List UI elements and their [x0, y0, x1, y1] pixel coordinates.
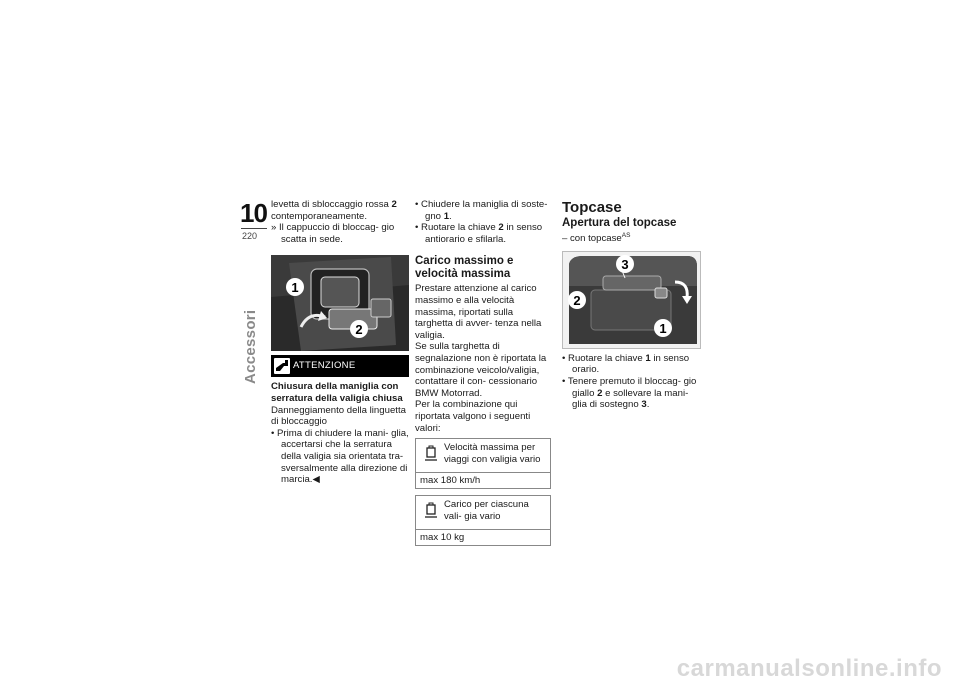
section-title-topcase: Topcase	[562, 199, 622, 216]
case-lock-photo	[271, 255, 409, 351]
speed-label: Velocità massima per viaggi con valigia vario	[444, 442, 541, 465]
intro-text	[271, 199, 409, 222]
chapter-number: 10	[240, 198, 267, 228]
topcase-key-ref: 1	[645, 352, 651, 364]
topcase-handle-ref: 3	[641, 399, 647, 411]
close-handle-end: .	[449, 210, 452, 222]
warning-bullet-text: • Prima di chiudere la mani- glia, accertarsi che la serratura della valigia sia orientata tra- sversalmente alla direzione di marcia.	[271, 427, 409, 486]
topcase-lock-text-2: e sollevare la mani- glia di sostegno	[572, 387, 689, 411]
spec-table-speed	[415, 438, 551, 489]
warning-bullet	[271, 428, 409, 486]
section-heading-load: Carico massimo e velocità massima	[415, 255, 514, 281]
turn-key-bullet	[415, 222, 551, 245]
turn-key-ref: 2	[498, 222, 504, 234]
turn-key-end: in senso antiorario e sfilarla.	[425, 222, 543, 245]
case-lock-illustration	[271, 255, 409, 351]
warning-icon	[274, 358, 290, 374]
callout-2: 2	[355, 322, 363, 338]
intro-text-a: levetta di sbloccaggio rossa	[271, 199, 392, 210]
intro-text-c: contemporaneamente.	[271, 210, 367, 222]
close-handle-text: • Chiudere la maniglia di soste- gno	[415, 199, 548, 222]
subsection-title: Apertura del topcase	[562, 217, 677, 229]
topcase-callout-3: 3	[621, 256, 629, 272]
luggage-icon	[424, 501, 438, 519]
luggage-icon	[424, 444, 438, 462]
load-para-2: Se sulla targhetta di segnalazione non è riportata la combinazione veicolo/valigia, contattare il con- cessionario BMW Motorrad.	[415, 341, 547, 399]
speed-value: max 180 km/h	[420, 475, 481, 487]
side-label	[236, 305, 266, 395]
watermark: carmanualsonline.info	[676, 655, 942, 682]
callout-1: 1	[291, 280, 299, 296]
turn-key-text: • Ruotare la chiave	[415, 222, 499, 234]
warning-label: ATTENZIONE	[293, 360, 356, 372]
column-1	[271, 199, 409, 486]
option-sup: AS	[621, 232, 631, 239]
side-label-text: Accessori	[242, 309, 260, 385]
spec-table-load	[415, 495, 551, 546]
warning-body: Danneggiamento della linguetta di bloccaggio	[271, 404, 406, 428]
topcase-key-bullet	[562, 353, 700, 376]
topcase-lock-bullet	[562, 376, 700, 411]
load-para-3: Per la combinazione qui riportata valgono i seguenti valori:	[415, 399, 531, 434]
page-number: 220	[242, 231, 258, 241]
topcase-key-end: in senso orario.	[572, 352, 690, 376]
topcase-lock-ref: 2	[597, 387, 603, 399]
close-handle-bullet	[415, 199, 551, 222]
topcase-lock-text: • Tenere premuto il bloccag- gio giallo	[562, 375, 697, 399]
topcase-callout-2: 2	[573, 292, 581, 308]
load-para-1: Prestare attenzione al carico massimo e alla velocità massima, riportati sulla targhetta di avver- tenza nella valigia.	[415, 283, 542, 341]
end-mark-icon: ◀	[312, 474, 320, 486]
column-2	[415, 199, 551, 546]
warning-banner	[271, 355, 409, 377]
column-3	[562, 199, 700, 411]
close-handle-ref: 1	[443, 210, 450, 222]
topcase-photo	[562, 251, 701, 349]
option-line	[562, 230, 700, 245]
intro-ref: 2	[391, 199, 397, 210]
load-label: Carico per ciascuna vali- gia vario	[444, 499, 529, 522]
topcase-key-text: • Ruotare la chiave	[562, 352, 646, 364]
result-bullet: » Il cappuccio di bloccag- gio scatta in sede.	[271, 222, 395, 245]
topcase-callout-1: 1	[659, 320, 667, 336]
load-value: max 10 kg	[420, 532, 465, 544]
topcase-illustration	[563, 252, 700, 348]
chapter-rule	[241, 228, 267, 229]
warning-title: Chiusura della maniglia con serratura della valigia chiusa	[271, 381, 403, 404]
option-text: – con topcase	[562, 233, 622, 245]
topcase-lock-end: .	[646, 399, 650, 411]
